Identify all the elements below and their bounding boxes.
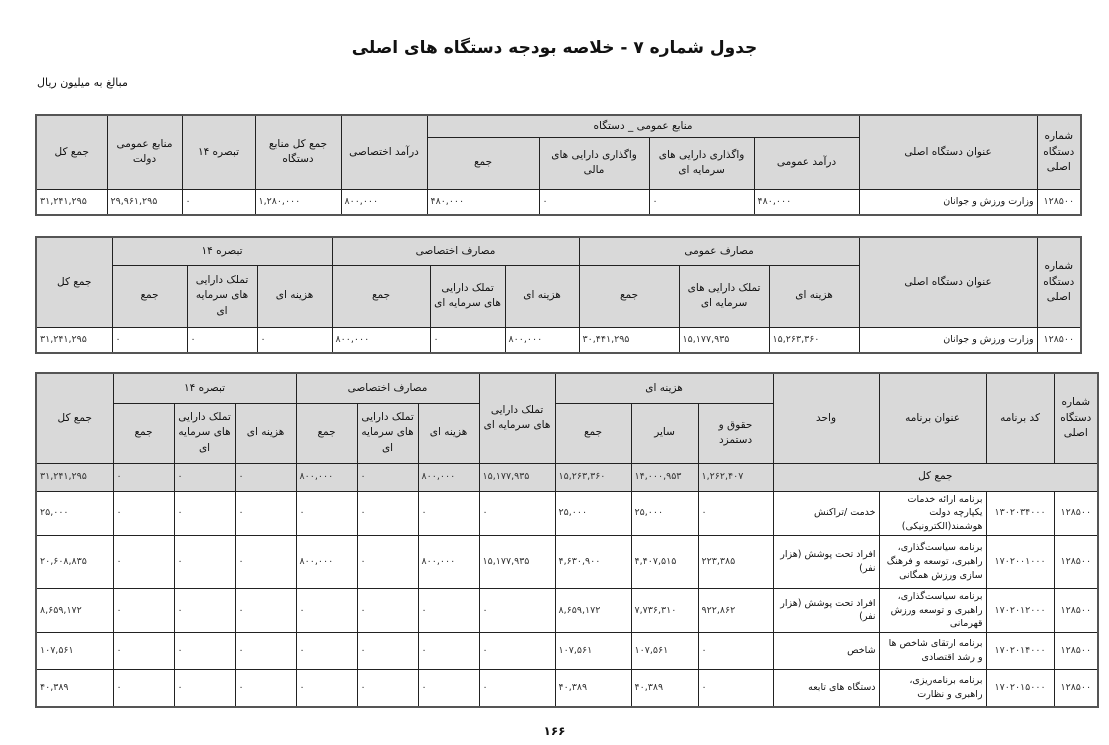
header-grand-total: جمع کل [36, 237, 112, 327]
cell-note14-sum: ۰ [113, 463, 174, 491]
total-label: جمع کل [773, 463, 1098, 491]
header-device-title: عنوان دستگاه اصلی [859, 115, 1037, 189]
cell-other: ۴۰,۳۸۹ [631, 670, 698, 707]
cell-device-title: وزارت ورزش و جوانان [859, 327, 1037, 353]
cell-unit: خدمت /تراکنش [773, 491, 879, 535]
cell-note14-current: ۰ [235, 633, 296, 670]
header-public-revenue: درآمد عمومی [754, 137, 859, 189]
cell-device-no: ۱۲۸۵۰۰ [1037, 327, 1081, 353]
header-specific-expenses: مصارف اختصاصی [296, 373, 479, 403]
cell-capital: ۱۵,۱۷۷,۹۳۵ [479, 463, 555, 491]
cell-note14-sum: ۰ [113, 588, 174, 632]
cell-note14-capital: ۰ [174, 670, 235, 707]
cell-specific-capital: ۰ [357, 633, 418, 670]
cell-public-current: ۱۵,۲۶۳,۳۶۰ [769, 327, 859, 353]
header-specific-expenses: مصارف اختصاصی [332, 237, 579, 265]
table-row [36, 670, 1098, 707]
cell-device-title: وزارت ورزش و جوانان [859, 189, 1037, 215]
cell-note14-capital: ۰ [174, 463, 235, 491]
cell-program-code: ۱۷۰۲۰۱۵۰۰۰ [986, 670, 1054, 707]
cell-other: ۴,۴۰۷,۵۱۵ [631, 535, 698, 588]
header-other: سایر [631, 403, 698, 463]
header-salaries: حقوق و دستمزد [698, 403, 773, 463]
cell-financial-asset-transfer: ۰ [539, 189, 649, 215]
cell-specific-sum: ۸۰۰,۰۰۰ [296, 463, 357, 491]
cell-salaries: ۰ [698, 633, 773, 670]
cell-specific-sum: ۸۰۰,۰۰۰ [296, 535, 357, 588]
cell-salaries: ۱,۲۶۲,۴۰۷ [698, 463, 773, 491]
cell-specific-capital: ۰ [357, 463, 418, 491]
header-note14-current: هزینه ای [235, 403, 296, 463]
table-row [36, 327, 1081, 353]
header-device-no: شماره دستگاه اصلی [1037, 115, 1081, 189]
header-public-expenses: مصارف عمومی [579, 237, 859, 265]
cell-program-title: برنامه برنامه‌ریزی، راهبری و نظارت [879, 670, 986, 707]
header-note14-capital: تملک دارایی های سرمایه ای [174, 403, 235, 463]
cell-capital-asset-transfer: ۰ [649, 189, 754, 215]
header-device-no: شماره دستگاه اصلی [1037, 237, 1081, 327]
cell-note14-capital: ۰ [174, 535, 235, 588]
cell-program-title: برنامه ارتقای شاخص ها و رشد اقتصادی [879, 633, 986, 670]
cell-specific-sum: ۰ [296, 633, 357, 670]
cell-unit: شاخص [773, 633, 879, 670]
cell-other: ۷,۷۳۶,۳۱۰ [631, 588, 698, 632]
header-specific-current: هزینه ای [418, 403, 479, 463]
cell-device-no: ۱۲۸۵۰۰ [1037, 189, 1081, 215]
cell-program-code: ۱۳۰۲۰۳۴۰۰۰ [986, 491, 1054, 535]
header-specific-sum: جمع [296, 403, 357, 463]
cell-unit: افراد تحت پوشش (هزار نفر) [773, 588, 879, 632]
header-current-group: هزینه ای [555, 373, 773, 403]
cell-specific-sum: ۰ [296, 588, 357, 632]
cell-grand-total: ۲۰,۶۰۸,۸۳۵ [36, 535, 113, 588]
cell-total-device-resources: ۱,۲۸۰,۰۰۰ [255, 189, 341, 215]
expenses-summary-table [35, 236, 1082, 354]
cell-specific-capital: ۰ [357, 535, 418, 588]
cell-note14-sum: ۰ [112, 327, 187, 353]
cell-program-title: برنامه سیاست‌گذاری، راهبری و توسعه ورزش قهرمانی [879, 588, 986, 632]
table-row [36, 535, 1098, 588]
cell-capital: ۰ [479, 633, 555, 670]
cell-note14-sum: ۰ [113, 535, 174, 588]
cell-specific-capital: ۰ [357, 588, 418, 632]
unit-note: مبالغ به میلیون ریال [37, 76, 128, 89]
cell-specific-capital: ۰ [430, 327, 505, 353]
cell-specific-current: ۰ [418, 633, 479, 670]
cell-note14-current: ۰ [257, 327, 332, 353]
cell-device-no: ۱۲۸۵۰۰ [1054, 670, 1098, 707]
header-gov-public-resources: منابع عمومی دولت [107, 115, 182, 189]
cell-program-code: ۱۷۰۲۰۱۴۰۰۰ [986, 633, 1054, 670]
cell-current-sum: ۴,۶۳۰,۹۰۰ [555, 535, 631, 588]
cell-public-revenue: ۴۸۰,۰۰۰ [754, 189, 859, 215]
cell-note14: ۰ [182, 189, 255, 215]
cell-other: ۱۴,۰۰۰,۹۵۳ [631, 463, 698, 491]
cell-unit: افراد تحت پوشش (هزار نفر) [773, 535, 879, 588]
cell-specific-current: ۸۰۰,۰۰۰ [418, 463, 479, 491]
cell-grand-total: ۴۰,۳۸۹ [36, 670, 113, 707]
cell-capital: ۱۵,۱۷۷,۹۳۵ [479, 535, 555, 588]
cell-specific-current: ۰ [418, 491, 479, 535]
cell-specific-capital: ۰ [357, 670, 418, 707]
cell-specific-sum: ۰ [296, 491, 357, 535]
cell-note14-current: ۰ [235, 535, 296, 588]
cell-gov-public-resources: ۲۹,۹۶۱,۲۹۵ [107, 189, 182, 215]
header-public-current: هزینه ای [769, 265, 859, 327]
header-device-title: عنوان دستگاه اصلی [859, 237, 1037, 327]
cell-specific-current: ۰ [418, 588, 479, 632]
header-note14: تبصره ۱۴ [182, 115, 255, 189]
table-row [36, 491, 1098, 535]
header-financial-asset-transfer: واگذاری دارایی های مالی [539, 137, 649, 189]
cell-note14-current: ۰ [235, 670, 296, 707]
header-specific-sum: جمع [332, 265, 430, 327]
cell-program-code: ۱۷۰۲۰۱۲۰۰۰ [986, 588, 1054, 632]
header-current-sum: جمع [555, 403, 631, 463]
cell-unit: دستگاه های تابعه [773, 670, 879, 707]
cell-program-code: ۱۷۰۲۰۰۱۰۰۰ [986, 535, 1054, 588]
header-specific-current: هزینه ای [505, 265, 579, 327]
program-detail-table [35, 372, 1099, 708]
header-note14: تبصره ۱۴ [112, 237, 332, 265]
cell-specific-sum: ۰ [296, 670, 357, 707]
cell-specific-current: ۸۰۰,۰۰۰ [505, 327, 579, 353]
header-specific-capital: تملک دارایی های سرمایه ای [357, 403, 418, 463]
cell-note14-current: ۰ [235, 588, 296, 632]
cell-capital: ۰ [479, 588, 555, 632]
cell-public-capital: ۱۵,۱۷۷,۹۳۵ [679, 327, 769, 353]
cell-current-sum: ۲۵,۰۰۰ [555, 491, 631, 535]
table-row [36, 189, 1081, 215]
resources-summary-table [35, 114, 1082, 216]
header-note14-capital: تملک دارایی های سرمایه ای [187, 265, 257, 327]
cell-grand-total: ۳۱,۲۴۱,۲۹۵ [36, 189, 107, 215]
cell-note14-current: ۰ [235, 463, 296, 491]
cell-note14-current: ۰ [235, 491, 296, 535]
header-specific-revenue: درآمد اختصاصی [341, 115, 427, 189]
header-total-device-resources: جمع کل منابع دستگاه [255, 115, 341, 189]
header-note14: تبصره ۱۴ [113, 373, 296, 403]
cell-device-no: ۱۲۸۵۰۰ [1054, 535, 1098, 588]
header-sum: جمع [427, 137, 539, 189]
cell-device-no: ۱۲۸۵۰۰ [1054, 633, 1098, 670]
header-public-capital: تملک دارایی های سرمایه ای [679, 265, 769, 327]
cell-current-sum: ۱۵,۲۶۳,۳۶۰ [555, 463, 631, 491]
total-row [36, 463, 1098, 491]
cell-grand-total: ۱۰۷,۵۶۱ [36, 633, 113, 670]
cell-capital: ۰ [479, 670, 555, 707]
cell-salaries: ۲۲۳,۳۸۵ [698, 535, 773, 588]
cell-salaries: ۰ [698, 670, 773, 707]
cell-capital: ۰ [479, 491, 555, 535]
cell-grand-total: ۳۱,۲۴۱,۲۹۵ [36, 327, 112, 353]
cell-specific-revenue: ۸۰۰,۰۰۰ [341, 189, 427, 215]
header-capital: تملک دارایی های سرمایه ای [479, 373, 555, 463]
table-row [36, 633, 1098, 670]
header-specific-capital: تملک دارایی های سرمایه ای [430, 265, 505, 327]
header-note14-sum: جمع [113, 403, 174, 463]
cell-note14-sum: ۰ [113, 491, 174, 535]
cell-specific-current: ۰ [418, 670, 479, 707]
cell-device-no: ۱۲۸۵۰۰ [1054, 588, 1098, 632]
cell-note14-sum: ۰ [113, 670, 174, 707]
cell-note14-capital: ۰ [174, 633, 235, 670]
header-public-sum: جمع [579, 265, 679, 327]
page-title: جدول شماره ۷ - خلاصه بودجه دستگاه های اصلی [351, 38, 758, 58]
header-note14-current: هزینه ای [257, 265, 332, 327]
cell-specific-sum: ۸۰۰,۰۰۰ [332, 327, 430, 353]
cell-current-sum: ۱۰۷,۵۶۱ [555, 633, 631, 670]
cell-device-no: ۱۲۸۵۰۰ [1054, 491, 1098, 535]
cell-note14-capital: ۰ [174, 588, 235, 632]
cell-public-sum: ۳۰,۴۴۱,۲۹۵ [579, 327, 679, 353]
cell-salaries: ۰ [698, 491, 773, 535]
header-program-code: کد برنامه [986, 373, 1054, 463]
cell-note14-capital: ۰ [187, 327, 257, 353]
table-row [36, 588, 1098, 632]
header-capital-asset-transfer: واگذاری دارایی های سرمایه ای [649, 137, 754, 189]
cell-salaries: ۹۲۲,۸۶۲ [698, 588, 773, 632]
header-program-title: عنوان برنامه [879, 373, 986, 463]
cell-other: ۲۵,۰۰۰ [631, 491, 698, 535]
cell-note14-capital: ۰ [174, 491, 235, 535]
cell-grand-total: ۳۱,۲۴۱,۲۹۵ [36, 463, 113, 491]
cell-program-title: برنامه ارائه خدمات یکپارچه دولت هوشمند(الکترونیکی) [879, 491, 986, 535]
cell-note14-sum: ۰ [113, 633, 174, 670]
cell-grand-total: ۲۵,۰۰۰ [36, 491, 113, 535]
header-grand-total: جمع کل [36, 115, 107, 189]
cell-current-sum: ۴۰,۳۸۹ [555, 670, 631, 707]
page-number: ۱۶۶ [543, 724, 566, 738]
cell-other: ۱۰۷,۵۶۱ [631, 633, 698, 670]
header-public-resources-group: منابع عمومی _ دستگاه [427, 115, 859, 137]
cell-sum: ۴۸۰,۰۰۰ [427, 189, 539, 215]
cell-program-title: برنامه سیاست‌گذاری، راهبری، توسعه و فرهنگ سازی ورزش همگانی [879, 535, 986, 588]
cell-current-sum: ۸,۶۵۹,۱۷۲ [555, 588, 631, 632]
cell-specific-capital: ۰ [357, 491, 418, 535]
header-grand-total: جمع کل [36, 373, 113, 463]
header-unit: واحد [773, 373, 879, 463]
cell-specific-current: ۸۰۰,۰۰۰ [418, 535, 479, 588]
header-note14-sum: جمع [112, 265, 187, 327]
header-device-no: شماره دستگاه اصلی [1054, 373, 1098, 463]
cell-grand-total: ۸,۶۵۹,۱۷۲ [36, 588, 113, 632]
